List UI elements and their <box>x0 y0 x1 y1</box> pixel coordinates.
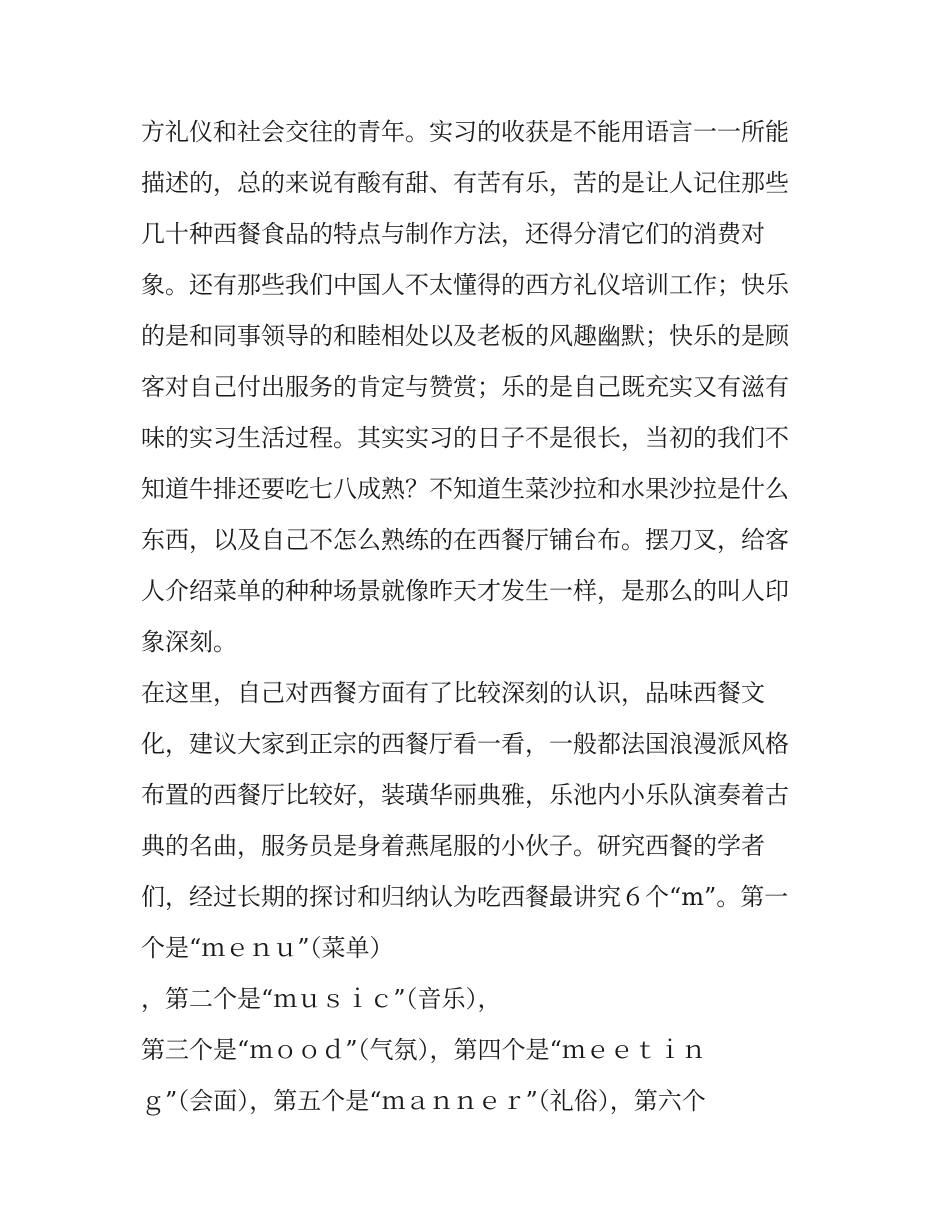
text-line: 人介绍菜单的种种场景就像昨天才发生一样，是那么的叫人印 <box>141 577 789 605</box>
text-line: ｇ”（会面），第五个是“ｍａｎｎｅｒ”（礼俗），第六个 <box>141 1087 706 1115</box>
text-line: 描述的，总的来说有酸有甜、有苦有乐，苦的是让人记住那些 <box>141 169 789 197</box>
text-line: 知道牛排还要吃七八成熟？不知道生菜沙拉和水果沙拉是什么 <box>141 475 789 503</box>
text-line: 布置的西餐厅比较好，装璜华丽典雅，乐池内小乐队演奏着古 <box>141 781 789 809</box>
text-line: 方礼仪和社会交往的青年。实习的收获是不能用语言一一所能 <box>141 118 789 146</box>
text-line: 们，经过长期的探讨和归纳认为吃西餐最讲究６个“m”。第一 <box>141 883 789 911</box>
text-line: 象深刻。 <box>141 628 237 656</box>
body-text <box>141 107 821 1127</box>
text-line: 在这里，自己对西餐方面有了比较深刻的认识，品味西餐文 <box>141 679 765 707</box>
text-line: 客对自己付出服务的肯定与赞赏；乐的是自己既充实又有滋有 <box>141 373 789 401</box>
text-line: 第三个是“ｍｏｏｄ”（气氛），第四个是“ｍｅｅｔｉｎ <box>141 1036 706 1064</box>
text-line: 味的实习生活过程。其实实习的日子不是很长，当初的我们不 <box>141 424 789 452</box>
text-line: 个是“ｍｅｎｕ”（菜单） <box>141 934 394 962</box>
text-line: 的是和同事领导的和睦相处以及老板的风趣幽默；快乐的是顾 <box>141 322 789 350</box>
text-line: 典的名曲，服务员是身着燕尾服的小伙子。研究西餐的学者 <box>141 832 765 860</box>
text-line: 东西，以及自己不怎么熟练的在西餐厅铺台布。摆刀叉，给客 <box>141 526 789 554</box>
text-line: 几十种西餐食品的特点与制作方法，还得分清它们的消费对 <box>141 220 765 248</box>
text-line: 象。还有那些我们中国人不太懂得的西方礼仪培训工作；快乐 <box>141 271 789 299</box>
text-line: 化，建议大家到正宗的西餐厅看一看，一般都法国浪漫派风格 <box>141 730 789 758</box>
text-line: ，第二个是“ｍｕｓｉｃ”（音乐）， <box>141 985 502 1013</box>
